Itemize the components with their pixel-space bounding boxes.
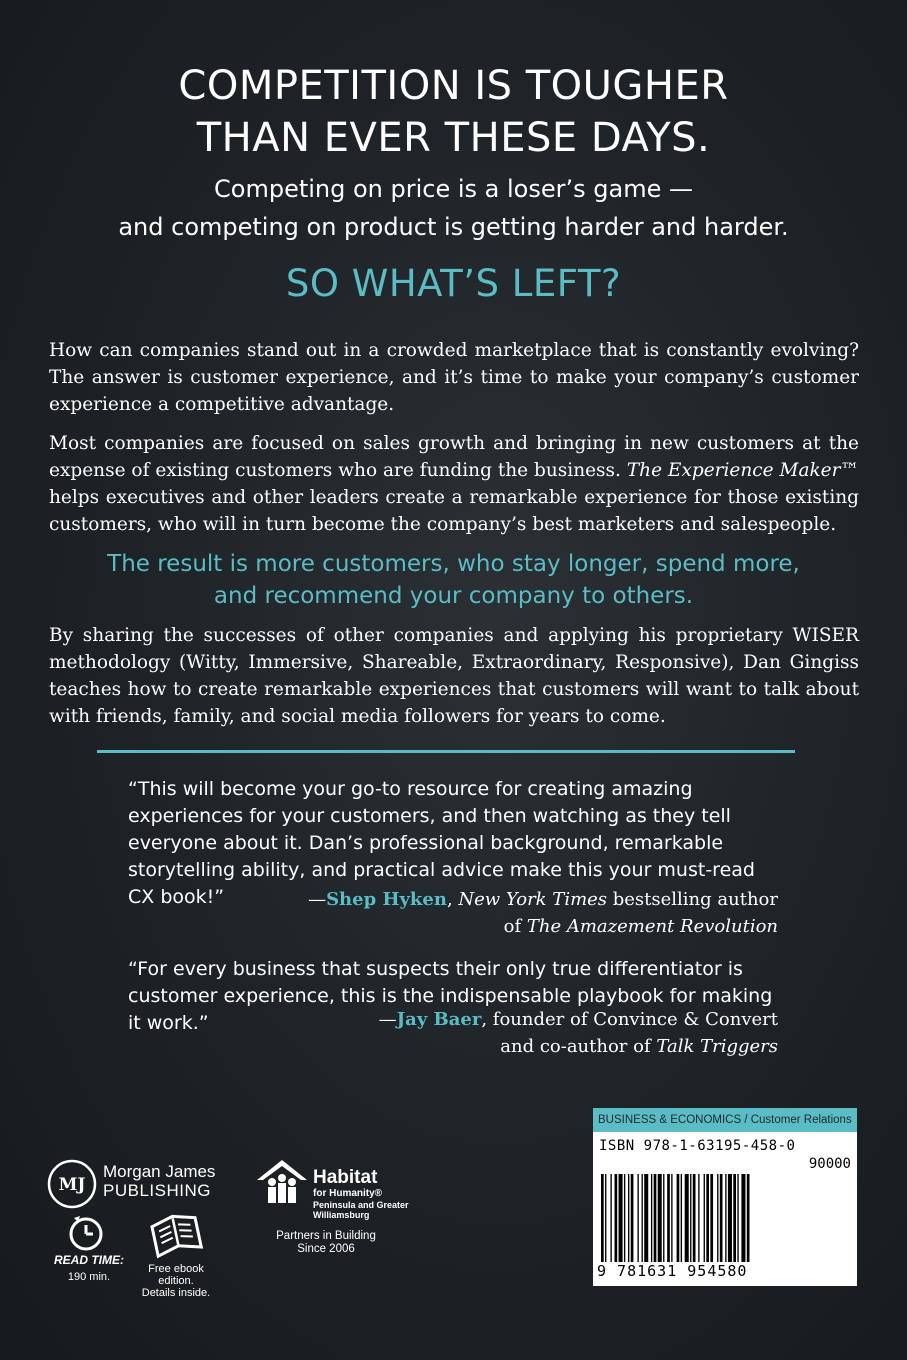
clock-icon [66, 1212, 106, 1252]
barcode-bars-icon [601, 1174, 849, 1262]
barcode-bar [667, 1174, 670, 1262]
headline-line-1: COMPETITION IS TOUGHER [178, 63, 729, 109]
barcode-bar [737, 1174, 738, 1262]
body-paragraph-2-start: Most companies are focused on sales growth and bringing in new customers at the expense of existing customers who are funding the business. [49, 433, 859, 481]
barcode-bar [619, 1174, 623, 1262]
isbn-number: ISBN 978-1-63195-458-0 [599, 1138, 796, 1154]
body-paragraph-3: By sharing the successes of other companies and applying his proprietary WISER methodology (Witty, Immersive, Shareable, Extraordinary, Responsive), Dan Gingiss teaches how to create remarkable experiences that customers will want to talk about with friends, family, and social media followers for years to come. [49, 625, 859, 727]
habitat-name: Habitat [313, 1167, 378, 1188]
testimonial-2-dash: — [378, 1009, 397, 1030]
barcode-bar [685, 1174, 689, 1262]
testimonial-2-of: and co-author of [500, 1036, 657, 1057]
barcode-bar [741, 1174, 745, 1262]
barcode-bar [615, 1174, 618, 1262]
testimonial-2-name: Jay Baer [396, 1009, 482, 1030]
barcode-bar [677, 1174, 680, 1262]
body-paragraph-1: How can companies stand out in a crowded marketplace that is constantly evolving? The answer is customer experience, and it’s time to make your company’s customer experience a competitive advantage. [49, 340, 859, 415]
barcode-bar [610, 1174, 611, 1262]
testimonial-2-book-line [500, 1033, 778, 1060]
publisher-name: Morgan James [103, 1162, 216, 1181]
habitat-partners-line-2: Since 2006 [297, 1243, 355, 1255]
morgan-james-logo-icon [46, 1158, 98, 1210]
barcode-bar [706, 1174, 709, 1262]
publisher-mark: MJ [58, 1175, 86, 1195]
barcode-bar [720, 1174, 723, 1262]
barcode-bar [654, 1174, 657, 1262]
question-heading: SO WHAT’S LEFT? [285, 262, 622, 305]
barcode-bar [747, 1174, 750, 1262]
body-paragraph-2 [49, 430, 859, 538]
testimonial-1-publication: New York Times [458, 889, 608, 910]
barcode-bar [637, 1174, 638, 1262]
result-line-2: and recommend your company to others. [213, 583, 694, 609]
barcode-bar [671, 1174, 672, 1262]
testimonial-2-book: Talk Triggers [656, 1036, 778, 1057]
barcode-bar [601, 1174, 604, 1262]
testimonial-1-separator: , [446, 889, 459, 910]
barcode-bar [690, 1174, 691, 1262]
habitat-partners-line-1: Partners in Building [276, 1230, 376, 1242]
testimonial-1-of: of [503, 916, 527, 937]
book-title: The Experience Maker™ [626, 460, 859, 481]
barcode-digits: 9 781631 954580 [597, 1262, 748, 1280]
habitat-house-icon [255, 1158, 309, 1206]
barcode-bar [651, 1174, 652, 1262]
habitat-chapter: Peninsula and Greater Williamsburg [313, 1200, 409, 1220]
barcode-bar [725, 1174, 726, 1262]
publisher-sub: PUBLISHING [103, 1181, 211, 1200]
barcode-bar [681, 1174, 682, 1262]
testimonial-1-book-line [504, 913, 778, 940]
habitat-partners [263, 1230, 389, 1256]
body-paragraph-2-end: helps executives and other leaders create a remarkable experience for those existing customers, who will in turn become the company’s best marketers and salespeople. [49, 487, 859, 535]
ebook-line-2: Details inside. [141, 1287, 211, 1299]
subhead-line-2: and competing on product is getting harder and harder. [118, 213, 789, 241]
barcode-bar [663, 1174, 664, 1262]
read-time-value: 190 min. [67, 1271, 111, 1283]
barcode-bar [704, 1174, 705, 1262]
barcode-bar [733, 1174, 736, 1262]
barcode-bar [710, 1174, 713, 1262]
section-divider [97, 750, 795, 753]
headline-line-2: THAN EVER THESE DAYS. [196, 115, 711, 161]
read-time-label: READ TIME: [54, 1253, 124, 1267]
testimonial-2-attribution [379, 1006, 778, 1033]
testimonial-1-dash: — [308, 889, 327, 910]
testimonial-1-name: Shep Hyken [326, 889, 447, 910]
result-line-1: The result is more customers, who stay longer, spend more, [107, 551, 800, 577]
barcode-panel [593, 1108, 857, 1286]
testimonial-1-text: “This will become your go-to resource for creating amazing experiences for your customers, and then watching as they tell everyone about it. Dan’s professional background, remarkable storytelling ability, and practical advice make this your must-read CX book!” [128, 778, 755, 908]
barcode-bar [698, 1174, 699, 1262]
barcode-bar [631, 1174, 634, 1262]
barcode-bar [717, 1174, 718, 1262]
price-code: 90000 [808, 1156, 851, 1172]
ebook-text [134, 1263, 218, 1299]
ebook-line-1: Free ebook edition. [148, 1263, 204, 1287]
barcode-bar [624, 1174, 625, 1262]
habitat-sub: for Humanity® [313, 1188, 383, 1199]
testimonial-1-book: The Amazement Revolution [526, 916, 778, 937]
testimonial-1-attribution [308, 886, 778, 913]
ebook-icon [150, 1210, 204, 1260]
barcode-bar [728, 1174, 732, 1262]
subhead-line-1: Competing on price is a loser’s game — [214, 175, 693, 203]
barcode-bar [642, 1174, 643, 1262]
barcode-bar [605, 1174, 606, 1262]
barcode-bar [658, 1174, 662, 1262]
barcode-bar [693, 1174, 696, 1262]
category-label: BUSINESS & ECONOMICS / Customer Relations [593, 1108, 857, 1132]
testimonial-1-role: bestselling author [607, 889, 778, 910]
testimonial-2-role: , founder of Convince & Convert [481, 1009, 778, 1030]
testimonial-2-text: “For every business that suspects their only true differentiator is customer experience, this is the indispensable playbook for making it work.” [128, 958, 773, 1034]
barcode-bar [644, 1174, 648, 1262]
barcode-bar [628, 1174, 629, 1262]
